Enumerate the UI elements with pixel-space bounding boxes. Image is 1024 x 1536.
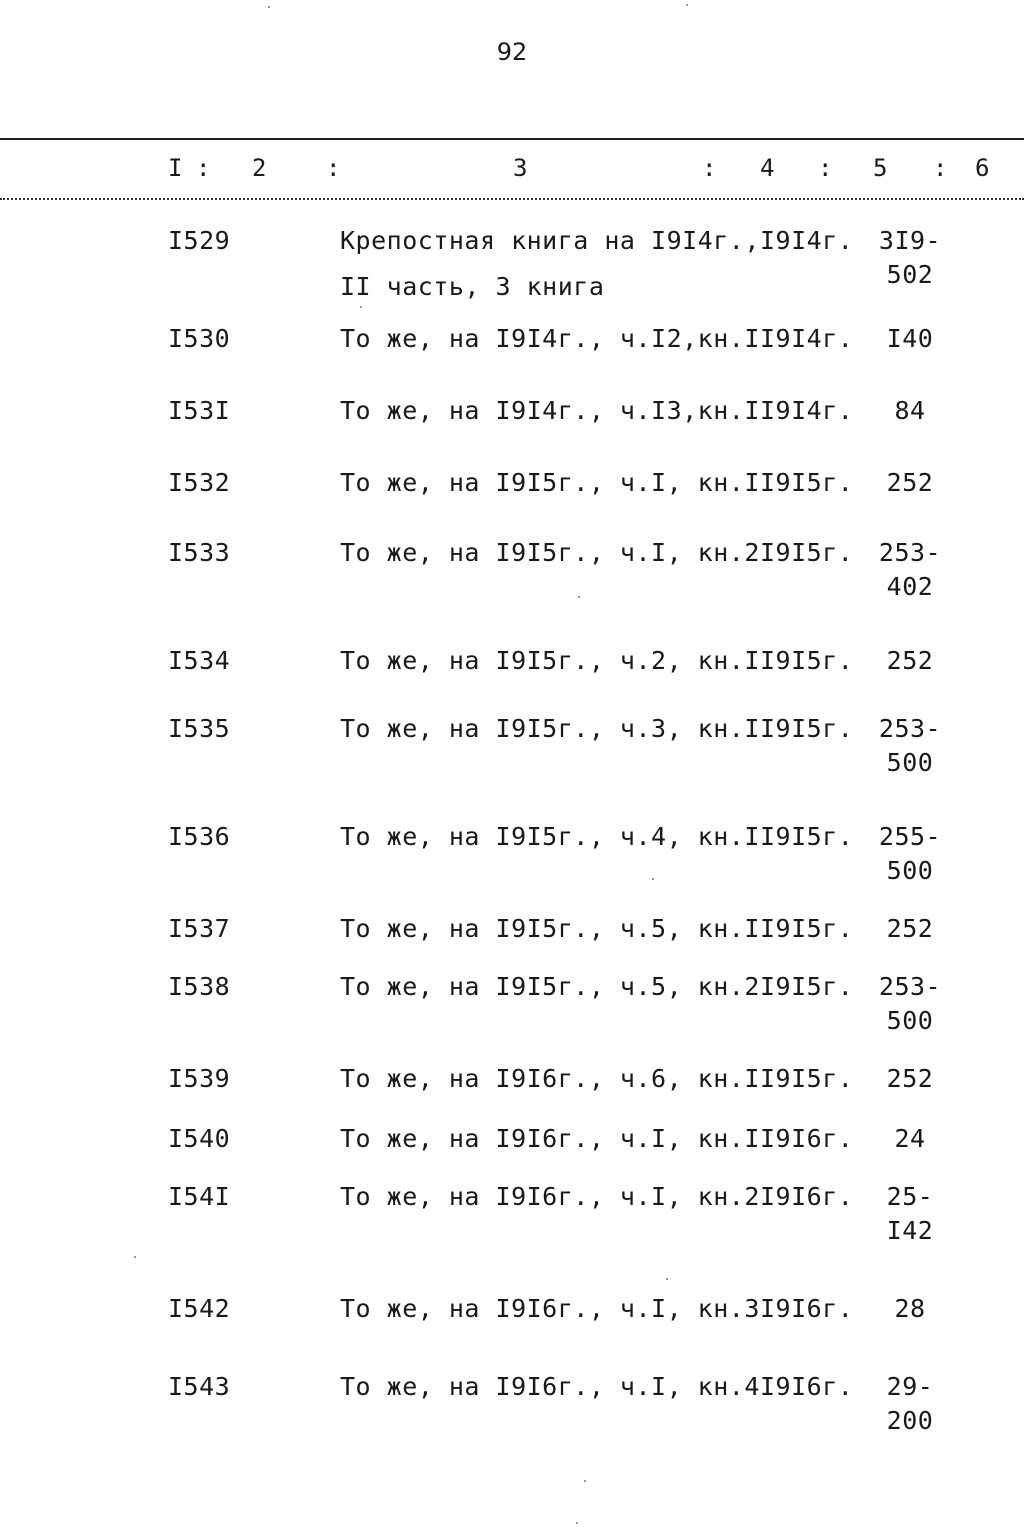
record-sheets [870, 394, 950, 428]
scan-speck [576, 1522, 578, 1524]
record-title-line: То же, на I9I4г., ч.I2,кн.I [340, 324, 760, 353]
table-top-rule [0, 138, 1024, 140]
record-sheets-line: 500 [886, 856, 934, 885]
record-number: I534 [168, 646, 231, 675]
record-number: I533 [168, 538, 231, 567]
record-sheets [870, 1292, 950, 1326]
record-title [340, 1122, 760, 1156]
record-sheets [870, 970, 950, 1038]
record-number: I535 [168, 714, 231, 743]
record-year: I9I6г. [760, 1182, 854, 1211]
record-number: I53I [168, 396, 231, 425]
scan-speck [578, 596, 580, 598]
column-separator: : [196, 154, 211, 182]
record-sheets-line: 502 [886, 260, 934, 289]
record-title [340, 466, 760, 500]
record-title [340, 322, 760, 356]
record-sheets-line: 255- [878, 822, 942, 851]
record-sheets-line: I40 [886, 324, 934, 353]
record-sheets [870, 224, 950, 292]
column-separator: : [818, 154, 833, 182]
scan-speck [652, 878, 654, 880]
record-sheets-line: 253- [878, 714, 942, 743]
column-header-4: 4 [760, 154, 775, 182]
record-sheets [870, 1122, 950, 1156]
record-sheets-line: 402 [886, 572, 934, 601]
column-header-3: 3 [513, 154, 528, 182]
record-sheets-line: 500 [886, 1006, 934, 1035]
record-year: I9I5г. [760, 914, 854, 943]
record-sheets-line: 200 [886, 1406, 934, 1435]
record-title-line: То же, на I9I6г., ч.I, кн.3 [340, 1294, 760, 1323]
record-sheets-line: 253- [878, 538, 942, 567]
record-sheets-line: 253- [878, 972, 942, 1001]
header-bottom-rule [0, 198, 1024, 200]
record-sheets [870, 1370, 950, 1438]
page-number: 92 [496, 38, 528, 66]
record-title-line: Крепостная книга на I9I4г., [340, 226, 760, 255]
record-year: I9I5г. [760, 646, 854, 675]
record-year: I9I5г. [760, 1064, 854, 1093]
record-year: I9I6г. [760, 1372, 854, 1401]
record-title-line: То же, на I9I5г., ч.4, кн.I [340, 822, 760, 851]
record-title-line: То же, на I9I5г., ч.3, кн.I [340, 714, 760, 743]
record-number: I538 [168, 972, 231, 1001]
record-year: I9I4г. [760, 396, 854, 425]
record-title [340, 394, 760, 428]
column-separator: : [326, 154, 341, 182]
scan-speck [360, 306, 362, 308]
record-sheets-line: 500 [886, 748, 934, 777]
column-header-1: I [168, 154, 183, 182]
record-sheets [870, 644, 950, 678]
record-number: I540 [168, 1124, 231, 1153]
record-title-line: То же, на I9I6г., ч.I, кн.4 [340, 1372, 760, 1401]
record-title [340, 820, 760, 854]
record-title-line: То же, на I9I6г., ч.6, кн.I [340, 1064, 760, 1093]
column-separator: : [933, 154, 948, 182]
record-year: I9I5г. [760, 822, 854, 851]
record-title-line: То же, на I9I4г., ч.I3,кн.I [340, 396, 760, 425]
column-separator: : [702, 154, 717, 182]
record-sheets-line: 28 [894, 1294, 926, 1323]
record-title-line: То же, на I9I5г., ч.I, кн.2 [340, 538, 760, 567]
record-sheets [870, 1180, 950, 1248]
record-sheets-line: 252 [886, 468, 934, 497]
record-title [340, 224, 760, 304]
record-number: I530 [168, 324, 231, 353]
record-title [340, 1062, 760, 1096]
record-title [340, 912, 760, 946]
scan-speck [666, 1278, 668, 1280]
scan-speck [686, 4, 688, 6]
record-title-line: То же, на I9I6г., ч.I, кн.2 [340, 1182, 760, 1211]
record-number: I536 [168, 822, 231, 851]
record-sheets [870, 820, 950, 888]
record-number: I542 [168, 1294, 231, 1323]
record-title [340, 536, 760, 570]
record-number: I537 [168, 914, 231, 943]
record-number: I532 [168, 468, 231, 497]
record-sheets [870, 466, 950, 500]
column-header-2: 2 [252, 154, 267, 182]
record-sheets [870, 322, 950, 356]
record-sheets-line: I42 [886, 1216, 934, 1245]
record-sheets-line: 24 [894, 1124, 926, 1153]
record-title [340, 1180, 760, 1214]
column-header-5: 5 [873, 154, 888, 182]
record-year: I9I5г. [760, 468, 854, 497]
scan-speck [268, 6, 270, 8]
record-title-line: То же, на I9I5г., ч.5, кн.I [340, 914, 760, 943]
record-sheets-line: 3I9- [878, 226, 942, 255]
scan-speck [134, 1256, 136, 1258]
scan-speck [584, 1480, 586, 1482]
column-header-6: 6 [975, 154, 990, 182]
record-sheets [870, 912, 950, 946]
record-title [340, 970, 760, 1004]
record-title-line: II часть, 3 книга [340, 272, 605, 301]
record-sheets-line: 84 [894, 396, 926, 425]
record-sheets [870, 712, 950, 780]
record-sheets-line: 252 [886, 1064, 934, 1093]
record-title-line: То же, на I9I5г., ч.5, кн.2 [340, 972, 760, 1001]
record-sheets [870, 536, 950, 604]
record-sheets-line: 29- [886, 1372, 934, 1401]
record-year: I9I5г. [760, 714, 854, 743]
record-title-line: То же, на I9I5г., ч.I, кн.I [340, 468, 760, 497]
record-number: I54I [168, 1182, 231, 1211]
record-sheets-line: 252 [886, 646, 934, 675]
record-number: I529 [168, 226, 231, 255]
record-year: I9I4г. [760, 324, 854, 353]
record-year: I9I5г. [760, 972, 854, 1001]
record-title-line: То же, на I9I5г., ч.2, кн.I [340, 646, 760, 675]
record-sheets-line: 25- [886, 1182, 934, 1211]
record-title [340, 644, 760, 678]
record-title [340, 1292, 760, 1326]
record-number: I539 [168, 1064, 231, 1093]
record-year: I9I4г. [760, 226, 854, 255]
record-sheets [870, 1062, 950, 1096]
record-year: I9I6г. [760, 1124, 854, 1153]
record-year: I9I5г. [760, 538, 854, 567]
record-sheets-line: 252 [886, 914, 934, 943]
record-title-line: То же, на I9I6г., ч.I, кн.I [340, 1124, 760, 1153]
record-year: I9I6г. [760, 1294, 854, 1323]
record-number: I543 [168, 1372, 231, 1401]
record-title [340, 1370, 760, 1404]
record-title [340, 712, 760, 746]
